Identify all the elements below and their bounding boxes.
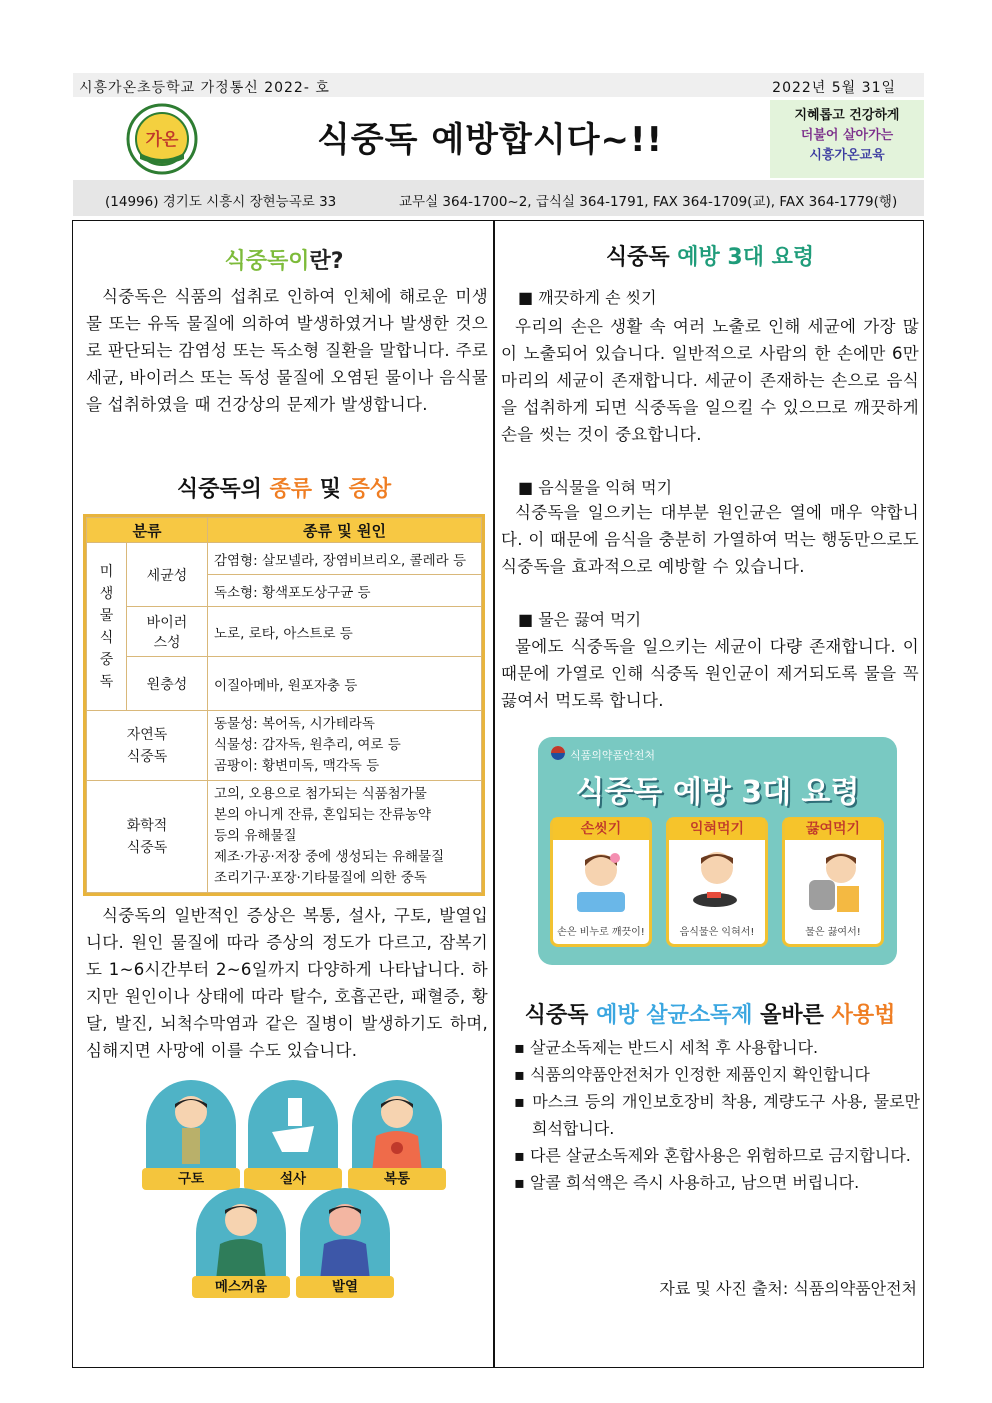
address-bar bbox=[73, 180, 924, 216]
types-title-d: 증상 bbox=[348, 477, 392, 502]
dis-title-a: 식중독 bbox=[524, 1003, 597, 1028]
prevention-poster bbox=[538, 737, 897, 965]
poster-title: 식중독 예방 3대 요령 bbox=[575, 775, 860, 810]
motto-line-2: 더불어 살아가는 bbox=[800, 128, 894, 143]
mfds-logo-icon bbox=[550, 745, 566, 761]
poster-card-head-1: 익혀먹기 bbox=[669, 818, 765, 840]
types-title-c: 및 bbox=[312, 477, 349, 502]
toilet-icon bbox=[268, 1098, 318, 1158]
symptom-label-0: 구토 bbox=[142, 1168, 240, 1190]
symptom-body: 식중독의 일반적인 증상은 복통, 설사, 구토, 발열입니다. 원인 물질에 따라 증상의 정도가 다르고, 잠복기도 1~6시간부터 2~6일까지 다양하게 나타납니다. 하지만 원인이나 상태에 따라 탈수, 호흡곤란, 패혈증, 황달, 발진, 뇌척수막염과 같은 질병이 발생하기도 하며, 심해지면 사망에 이를 수도 있습니다. bbox=[86, 906, 488, 1060]
tip-1-body: 우리의 손은 생활 속 여러 노출로 인해 세균에 가장 많이 노출되어 있습니다. 일반적으로 사람의 한 손에만 6만 마리의 세균이 존재합니다. 세균이 존재하는 손으로 음식을 섭취하게 되면 식중독을 일으킬 수 있으므로 깨끗하게 손을 씻는 것이 중요합니다. bbox=[501, 317, 919, 444]
list-item: ▪ 마스크 등의 개인보호장비 착용, 계량도구 사용, 물로만 희석합니다. bbox=[514, 1092, 920, 1138]
table-header-cause: 종류 및 원인 bbox=[208, 518, 482, 543]
chemical-causes: 고의, 오용으로 첨가되는 식품첨가물 본의 아니게 잔류, 혼입되는 잔류농약 등의 유해물질 제조·가공·저장 중에 생성되는 유해물질 조리기구·포장·기타물질에 의한 중독 bbox=[208, 781, 482, 893]
handwash-icon bbox=[571, 846, 631, 916]
poster-card-foot-0: 손은 비누로 깨끗이! bbox=[557, 927, 645, 938]
symptom-stomachache bbox=[352, 1080, 442, 1190]
types-title bbox=[83, 472, 485, 503]
poster-card-head-0: 손씻기 bbox=[553, 818, 649, 840]
what-title-b: 란? bbox=[309, 249, 344, 274]
tip-1-heading: ■ 깨끗하게 손 씻기 bbox=[518, 288, 657, 307]
symptom-nausea bbox=[196, 1188, 286, 1298]
dis-title-b: 예방 살균소독제 bbox=[596, 1003, 753, 1028]
address: (14996) 경기도 시흥시 장현능곡로 33 bbox=[105, 194, 337, 210]
poster-card-cook bbox=[666, 817, 768, 947]
dis-title-c: 올바른 bbox=[752, 1003, 832, 1028]
disinfectant-list bbox=[508, 1034, 920, 1196]
what-body: 식중독은 식품의 섭취로 인하여 인체에 해로운 미생물 또는 유독 물질에 의하여 발생하였거나 발생한 것으로 판단되는 감염성 또는 독소형 질환을 말합니다. 주로 세균, 바이러스 또는 독성 물질에 오염된 물이나 음식물을 섭취하였을 때 건강상의 문제가 발생합니다. bbox=[86, 287, 488, 414]
poster-card-foot-1: 음식물은 익혀서! bbox=[679, 927, 755, 938]
list-item: ▪ 식품의약품안전처가 인정한 제품인지 확인합니다 bbox=[514, 1065, 870, 1084]
what-title-a: 식중독이 bbox=[224, 249, 310, 274]
virus-label: 바이러 스성 bbox=[126, 607, 207, 657]
prevention-title bbox=[500, 240, 920, 271]
table-header-category: 분류 bbox=[87, 518, 208, 543]
column-divider bbox=[493, 220, 495, 1368]
school-line: 시흥가온초등학교 가정통신 2022- 호 bbox=[79, 80, 330, 96]
protozoa-causes: 이질아메바, 원포자충 등 bbox=[208, 657, 482, 711]
tip-2-body: 식중독을 일으키는 대부분 원인균은 열에 매우 약합니다. 이 때문에 음식을 충분히 가열하여 먹는 행동만으로도 식중독을 효과적으로 예방할 수 있습니다. bbox=[501, 503, 919, 576]
poster-card-foot-2: 물은 끓여서! bbox=[805, 927, 861, 938]
motto-line-3: 시흥가온교육 bbox=[809, 148, 885, 163]
micro-label: 미 생 물 식 중 독 bbox=[87, 543, 127, 711]
poster-card-wash bbox=[550, 817, 652, 947]
bacteria-infection: 감염형: 살모넬라, 장염비브리오, 콜레라 등 bbox=[208, 543, 482, 575]
cooking-icon bbox=[687, 846, 747, 916]
food-poisoning-table bbox=[83, 514, 485, 896]
poster-card-head-2: 끓여먹기 bbox=[785, 818, 881, 840]
poster-card-boil bbox=[782, 817, 884, 947]
nausea-icon bbox=[210, 1200, 272, 1280]
date: 2022년 5월 31일 bbox=[772, 80, 896, 96]
tip-3-body: 물에도 식중독을 일으키는 세균이 다량 존재합니다. 이 때문에 가열로 인해 식중독 원인균이 제거되도록 물을 꼭 끓여서 먹도록 합니다. bbox=[501, 637, 919, 710]
symptom-label-4: 발열 bbox=[296, 1276, 394, 1298]
poster-agency: 식품의약품안전처 bbox=[570, 749, 656, 762]
types-title-a: 식중독의 bbox=[176, 477, 270, 502]
symptom-vomit bbox=[146, 1080, 236, 1190]
chemical-label: 화학적 식중독 bbox=[87, 781, 208, 893]
phone-numbers: 교무실 364-1700~2, 급식실 364-1791, FAX 364-1709(교), FAX 364-1779(행) bbox=[399, 194, 898, 210]
symptom-diarrhea bbox=[248, 1080, 338, 1190]
bacteria-toxin: 독소형: 황색포도상구균 등 bbox=[208, 575, 482, 607]
logo-text: 가온 bbox=[145, 130, 179, 150]
list-item: ▪ 다른 살균소독제와 혼합사용은 위험하므로 금지합니다. bbox=[514, 1146, 911, 1165]
stomachache-icon bbox=[366, 1092, 428, 1172]
vomit-icon bbox=[166, 1094, 216, 1164]
school-logo bbox=[120, 103, 204, 175]
prevention-title-a: 식중독 bbox=[605, 245, 678, 270]
bacteria-label: 세균성 bbox=[126, 543, 207, 607]
page-title: 식중독 예방합시다~!! bbox=[316, 120, 664, 160]
symptom-fever bbox=[300, 1188, 390, 1298]
source-note: 자료 및 사진 출처: 식품의약품안전처 bbox=[659, 1279, 917, 1298]
tip-3-heading: ■ 물은 끓여 먹기 bbox=[518, 610, 642, 629]
types-title-b: 종류 bbox=[269, 477, 313, 502]
motto-line-1: 지혜롭고 건강하게 bbox=[794, 108, 900, 123]
list-item: ▪ 살균소독제는 반드시 세척 후 사용합니다. bbox=[514, 1038, 819, 1057]
what-title bbox=[83, 244, 485, 275]
symptom-label-1: 설사 bbox=[244, 1168, 342, 1190]
prevention-title-b: 예방 3대 요령 bbox=[677, 245, 815, 270]
symptom-label-3: 메스꺼움 bbox=[192, 1276, 290, 1298]
fever-icon bbox=[314, 1200, 376, 1280]
kettle-icon bbox=[803, 846, 863, 916]
dis-title-d: 사용법 bbox=[831, 1003, 896, 1028]
list-item: ▪ 알콜 희석액은 즉시 사용하고, 남으면 버립니다. bbox=[514, 1173, 860, 1192]
protozoa-label: 원충성 bbox=[126, 657, 207, 711]
virus-causes: 노로, 로타, 아스트로 등 bbox=[208, 607, 482, 657]
natural-label: 자연독 식중독 bbox=[87, 711, 208, 781]
tip-2-heading: ■ 음식물을 익혀 먹기 bbox=[518, 478, 673, 497]
natural-causes: 동물성: 복어독, 시가테라독 식물성: 감자독, 원추리, 여로 등 곰팡이: 황변미독, 맥각독 등 bbox=[208, 711, 482, 781]
disinfectant-title bbox=[500, 998, 920, 1029]
motto-box bbox=[770, 100, 924, 178]
symptom-label-2: 복통 bbox=[348, 1168, 446, 1190]
header-bar bbox=[73, 73, 924, 97]
